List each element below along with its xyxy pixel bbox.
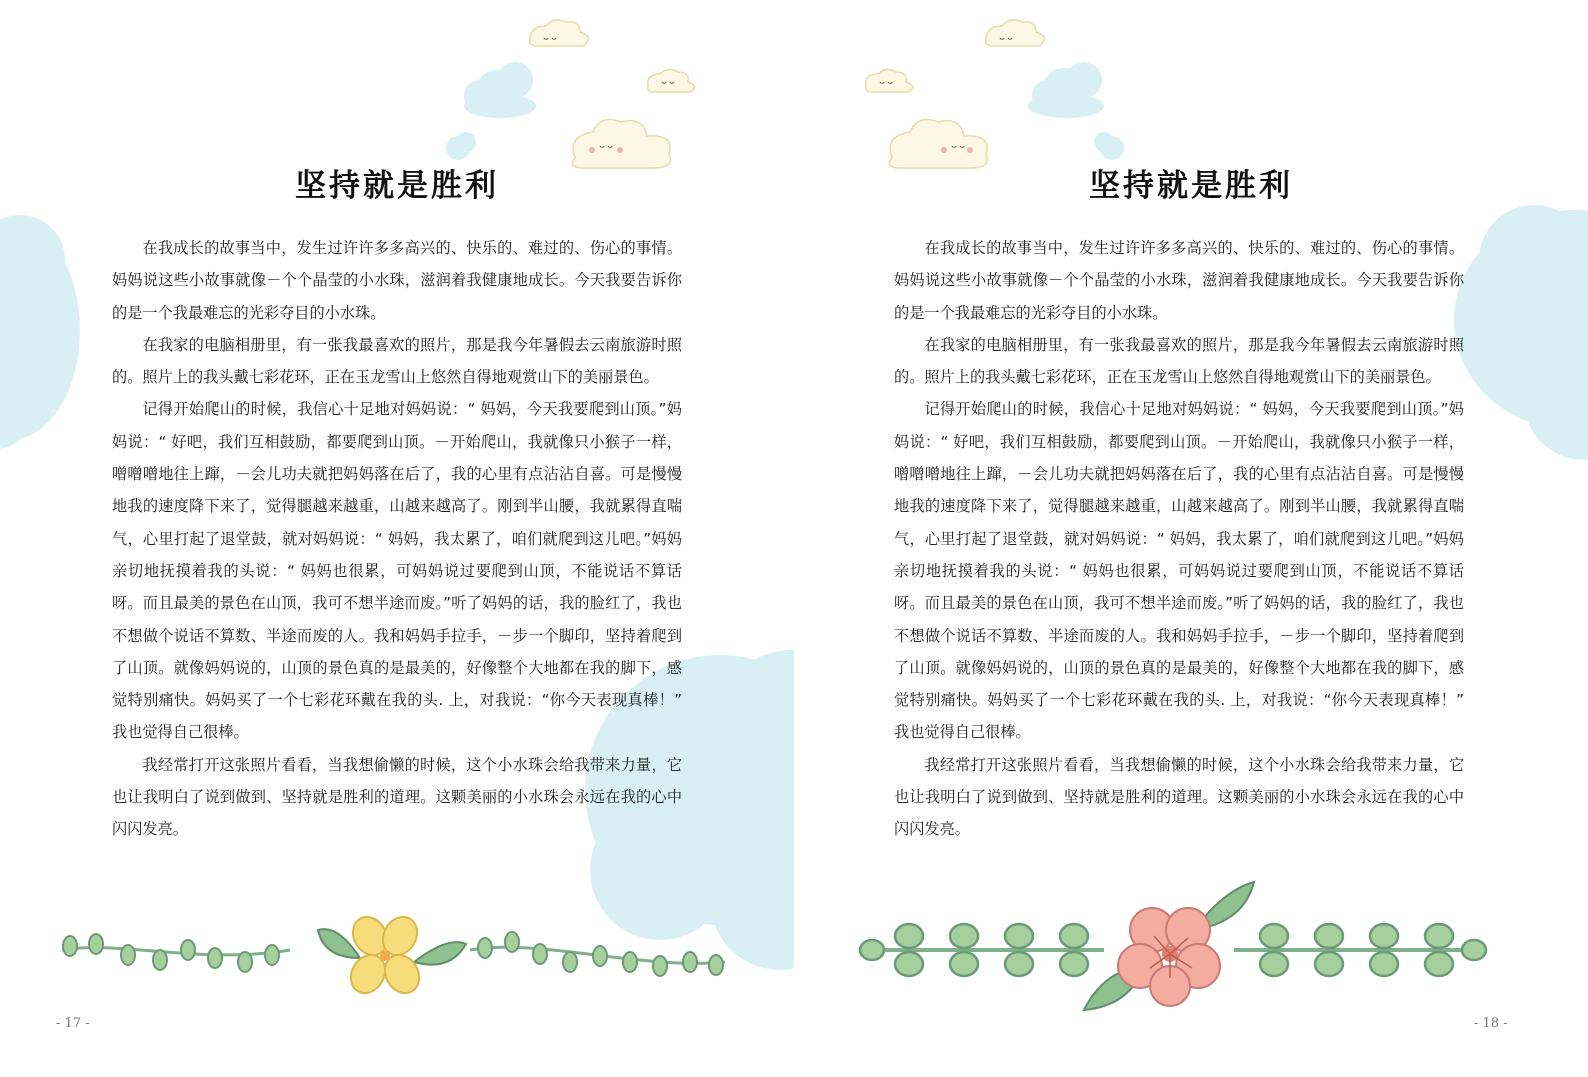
right-page — [794, 0, 1588, 1077]
paragraph: 在我家的电脑相册里，有一张我最喜欢的照片，那是我今年暑假去云南旅游时照的。照片上的我头戴七彩花环，正在玉龙雪山上悠然自得地观赏山下的美丽景色。 — [112, 335, 682, 387]
paragraph: 我经常打开这张照片看看，当我想偷懒的时候，这个小水珠会给我带来力量，它也让我明白了说到做到、坚持就是胜利的道理。这颗美丽的小水珠会永远在我的心中闪闪发亮。 — [894, 755, 1464, 839]
article-body — [894, 232, 1464, 846]
paragraph: 记得开始爬山的时候，我信心十足地对妈妈说：“ 妈妈，今天我要爬到山顶。”妈妈说：“ 好吧，我们互相鼓励，都要爬到山顶。－开始爬山，我就像只小猴子一样，噌噌噌地往上蹿，－会儿功夫就把妈妈落在后了，我的心里有点沾沾自喜。可是慢慢地我的速度降下来了，觉得腿越来越重，山越来越高了。刚到半山腰，我就累得直喘气，心里打起了退堂鼓，就对妈妈说：“ 妈妈，我太累了，咱们就爬到这儿吧。”妈妈亲切地抚摸着我的头说：“ 妈妈也很累，可妈妈说过要爬到山顶，不能说话不算话呀。而且最美的景色在山顶，我可不想半途而废。”听了妈妈的话，我的脸红了，我也不想做个说话不算数、半途而废的人。我和妈妈手拉手，－步一个脚印，坚持着爬到了山顶。就像妈妈说的，山顶的景色真的是最美的，好像整个大地都在我的脚下，感觉特别痛快。妈妈买了一个七彩花环戴在我的头. 上，对我说：“你今天表现真棒！” 我也觉得自己很棒。 — [894, 400, 1464, 742]
left-cream-clouds — [530, 20, 695, 168]
paragraph: 在我家的电脑相册里，有一张我最喜欢的照片，那是我今年暑假去云南旅游时照的。照片上的我头戴七彩花环，正在玉龙雪山上悠然自得地观赏山下的美丽景色。 — [894, 335, 1464, 387]
page-title: 坚持就是胜利 — [295, 168, 499, 204]
page-title: 坚持就是胜利 — [1089, 168, 1293, 204]
paragraph: 在我成长的故事当中，发生过许许多多高兴的、快乐的、难过的、伤心的事情。妈妈说这些小故事就像－个个晶莹的小水珠，滋润着我健康地成长。今天我要告诉你的是一个我最难忘的光彩夺目的小水珠。 — [894, 239, 1464, 322]
paragraph: 在我成长的故事当中，发生过许许多多高兴的、快乐的、难过的、伤心的事情。妈妈说这些小故事就像－个个晶莹的小水珠，滋润着我健康地成长。今天我要告诉你的是一个我最难忘的光彩夺目的小水珠。 — [112, 239, 682, 322]
paragraph: 我经常打开这张照片看看，当我想偷懒的时候，这个小水珠会给我带来力量，它也让我明白了说到做到、坚持就是胜利的道理。这颗美丽的小水珠会永远在我的心中闪闪发亮。 — [112, 755, 682, 839]
page-number: - 18 - — [1474, 1016, 1508, 1031]
right-vine-border — [860, 882, 1486, 1010]
right-cream-clouds — [866, 20, 1045, 168]
paragraph: 记得开始爬山的时候，我信心十足地对妈妈说：“ 妈妈，今天我要爬到山顶。”妈妈说：“ 好吧，我们互相鼓励，都要爬到山顶。－开始爬山，我就像只小猴子一样，噌噌噌地往上蹿，－会儿功夫就把妈妈落在后了，我的心里有点沾沾自喜。可是慢慢地我的速度降下来了，觉得腿越来越重，山越来越高了。刚到半山腰，我就累得直喘气，心里打起了退堂鼓，就对妈妈说：“ 妈妈，我太累了，咱们就爬到这儿吧。”妈妈亲切地抚摸着我的头说：“ 妈妈也很累，可妈妈说过要爬到山顶，不能说话不算话呀。而且最美的景色在山顶，我可不想半途而废。”听了妈妈的话，我的脸红了，我也不想做个说话不算数、半途而废的人。我和妈妈手拉手，－步一个脚印，坚持着爬到了山顶。就像妈妈说的，山顶的景色真的是最美的，好像整个大地都在我的脚下，感觉特别痛快。妈妈买了一个七彩花环戴在我的头. 上，对我说：“你今天表现真棒！” 我也觉得自己很棒。 — [112, 400, 682, 742]
page-number: - 17 - — [56, 1016, 90, 1031]
article-body — [112, 232, 682, 846]
